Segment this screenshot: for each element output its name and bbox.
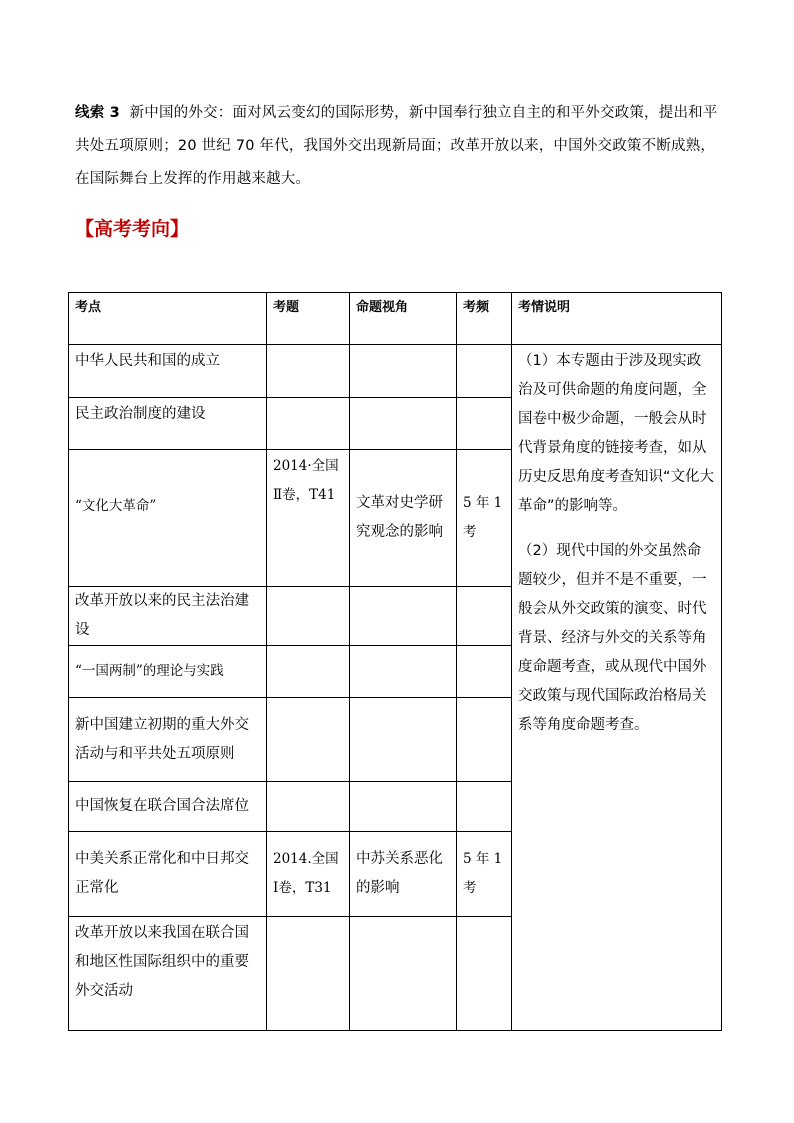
row-frequency: [457, 698, 512, 782]
row-question: 2014·全国Ⅱ卷，T41: [267, 450, 350, 587]
row-angle: [350, 646, 457, 698]
row-question: [267, 587, 350, 646]
row-frequency: [457, 345, 512, 398]
row-point: 中美关系正常化和中日邦交正常化: [69, 832, 267, 917]
clue-text: 新中国的外交：面对风云变幻的国际形势，新中国奉行独立自主的和平外交政策，提出和平共处五项原则；20 世纪 70 年代，我国外交出现新局面；改革开放以来，中国外交政策不断成熟，在国际舞台上发挥的作用越来越大。: [75, 105, 718, 187]
section-title: 【高考考向】: [75, 218, 190, 240]
row-frequency: 5 年 1 考: [457, 450, 512, 587]
row-frequency: [457, 782, 512, 832]
exam-notes: [512, 345, 722, 1031]
row-angle: [350, 698, 457, 782]
header-frequency: 考频: [457, 293, 512, 345]
header-question: 考题: [267, 293, 350, 345]
row-question: [267, 398, 350, 450]
row-frequency: [457, 587, 512, 646]
row-frequency: [457, 398, 512, 450]
row-question: [267, 917, 350, 1031]
row-angle: [350, 782, 457, 832]
row-point: “一国两制”的理论与实践: [69, 646, 267, 698]
row-frequency: [457, 646, 512, 698]
table-header-row: [69, 293, 722, 345]
row-angle: 中苏关系恶化的影响: [350, 832, 457, 917]
row-point: 新中国建立初期的重大外交活动与和平共处五项原则: [69, 698, 267, 782]
row-angle: [350, 917, 457, 1031]
header-angle: 命题视角: [350, 293, 457, 345]
row-point: 改革开放以来的民主法治建设: [69, 587, 267, 646]
row-frequency: [457, 917, 512, 1031]
row-point: 中国恢复在联合国合法席位: [69, 782, 267, 832]
row-angle: [350, 345, 457, 398]
note-1: （1）本专题由于涉及现实政治及可供命题的角度问题，全国卷中极少命题，一般会从时代背景角度的链接考查，如从历史反思角度考查知识“文化大革命”的影响等。: [518, 353, 715, 514]
exam-table: [68, 292, 722, 1031]
row-point: “文化大革命”: [69, 450, 267, 587]
table-row: [69, 345, 722, 398]
row-question: [267, 782, 350, 832]
row-frequency: 5 年 1 考: [457, 832, 512, 917]
row-angle: [350, 587, 457, 646]
row-point: 民主政治制度的建设: [69, 398, 267, 450]
row-question: [267, 646, 350, 698]
row-angle: [350, 398, 457, 450]
note-2: （2）现代中国的外交虽然命题较少，但并不是不重要，一般会从外交政策的演变、时代背景、经济与外交的关系等角度命题考查，或从现代中国外交政策与现代国际政治格局关系等角度命题考查。: [518, 543, 707, 733]
row-question: [267, 698, 350, 782]
row-point: 改革开放以来我国在联合国和地区性国际组织中的重要外交活动: [69, 917, 267, 1031]
header-point: 考点: [69, 293, 267, 345]
clue-paragraph: [75, 97, 725, 196]
header-notes: 考情说明: [512, 293, 722, 345]
row-angle: 文革对史学研究观念的影响: [350, 450, 457, 587]
row-point: 中华人民共和国的成立: [69, 345, 267, 398]
row-question: 2014.全国Ⅰ卷，T31: [267, 832, 350, 917]
clue-label: 线索 3: [75, 105, 120, 121]
row-question: [267, 345, 350, 398]
